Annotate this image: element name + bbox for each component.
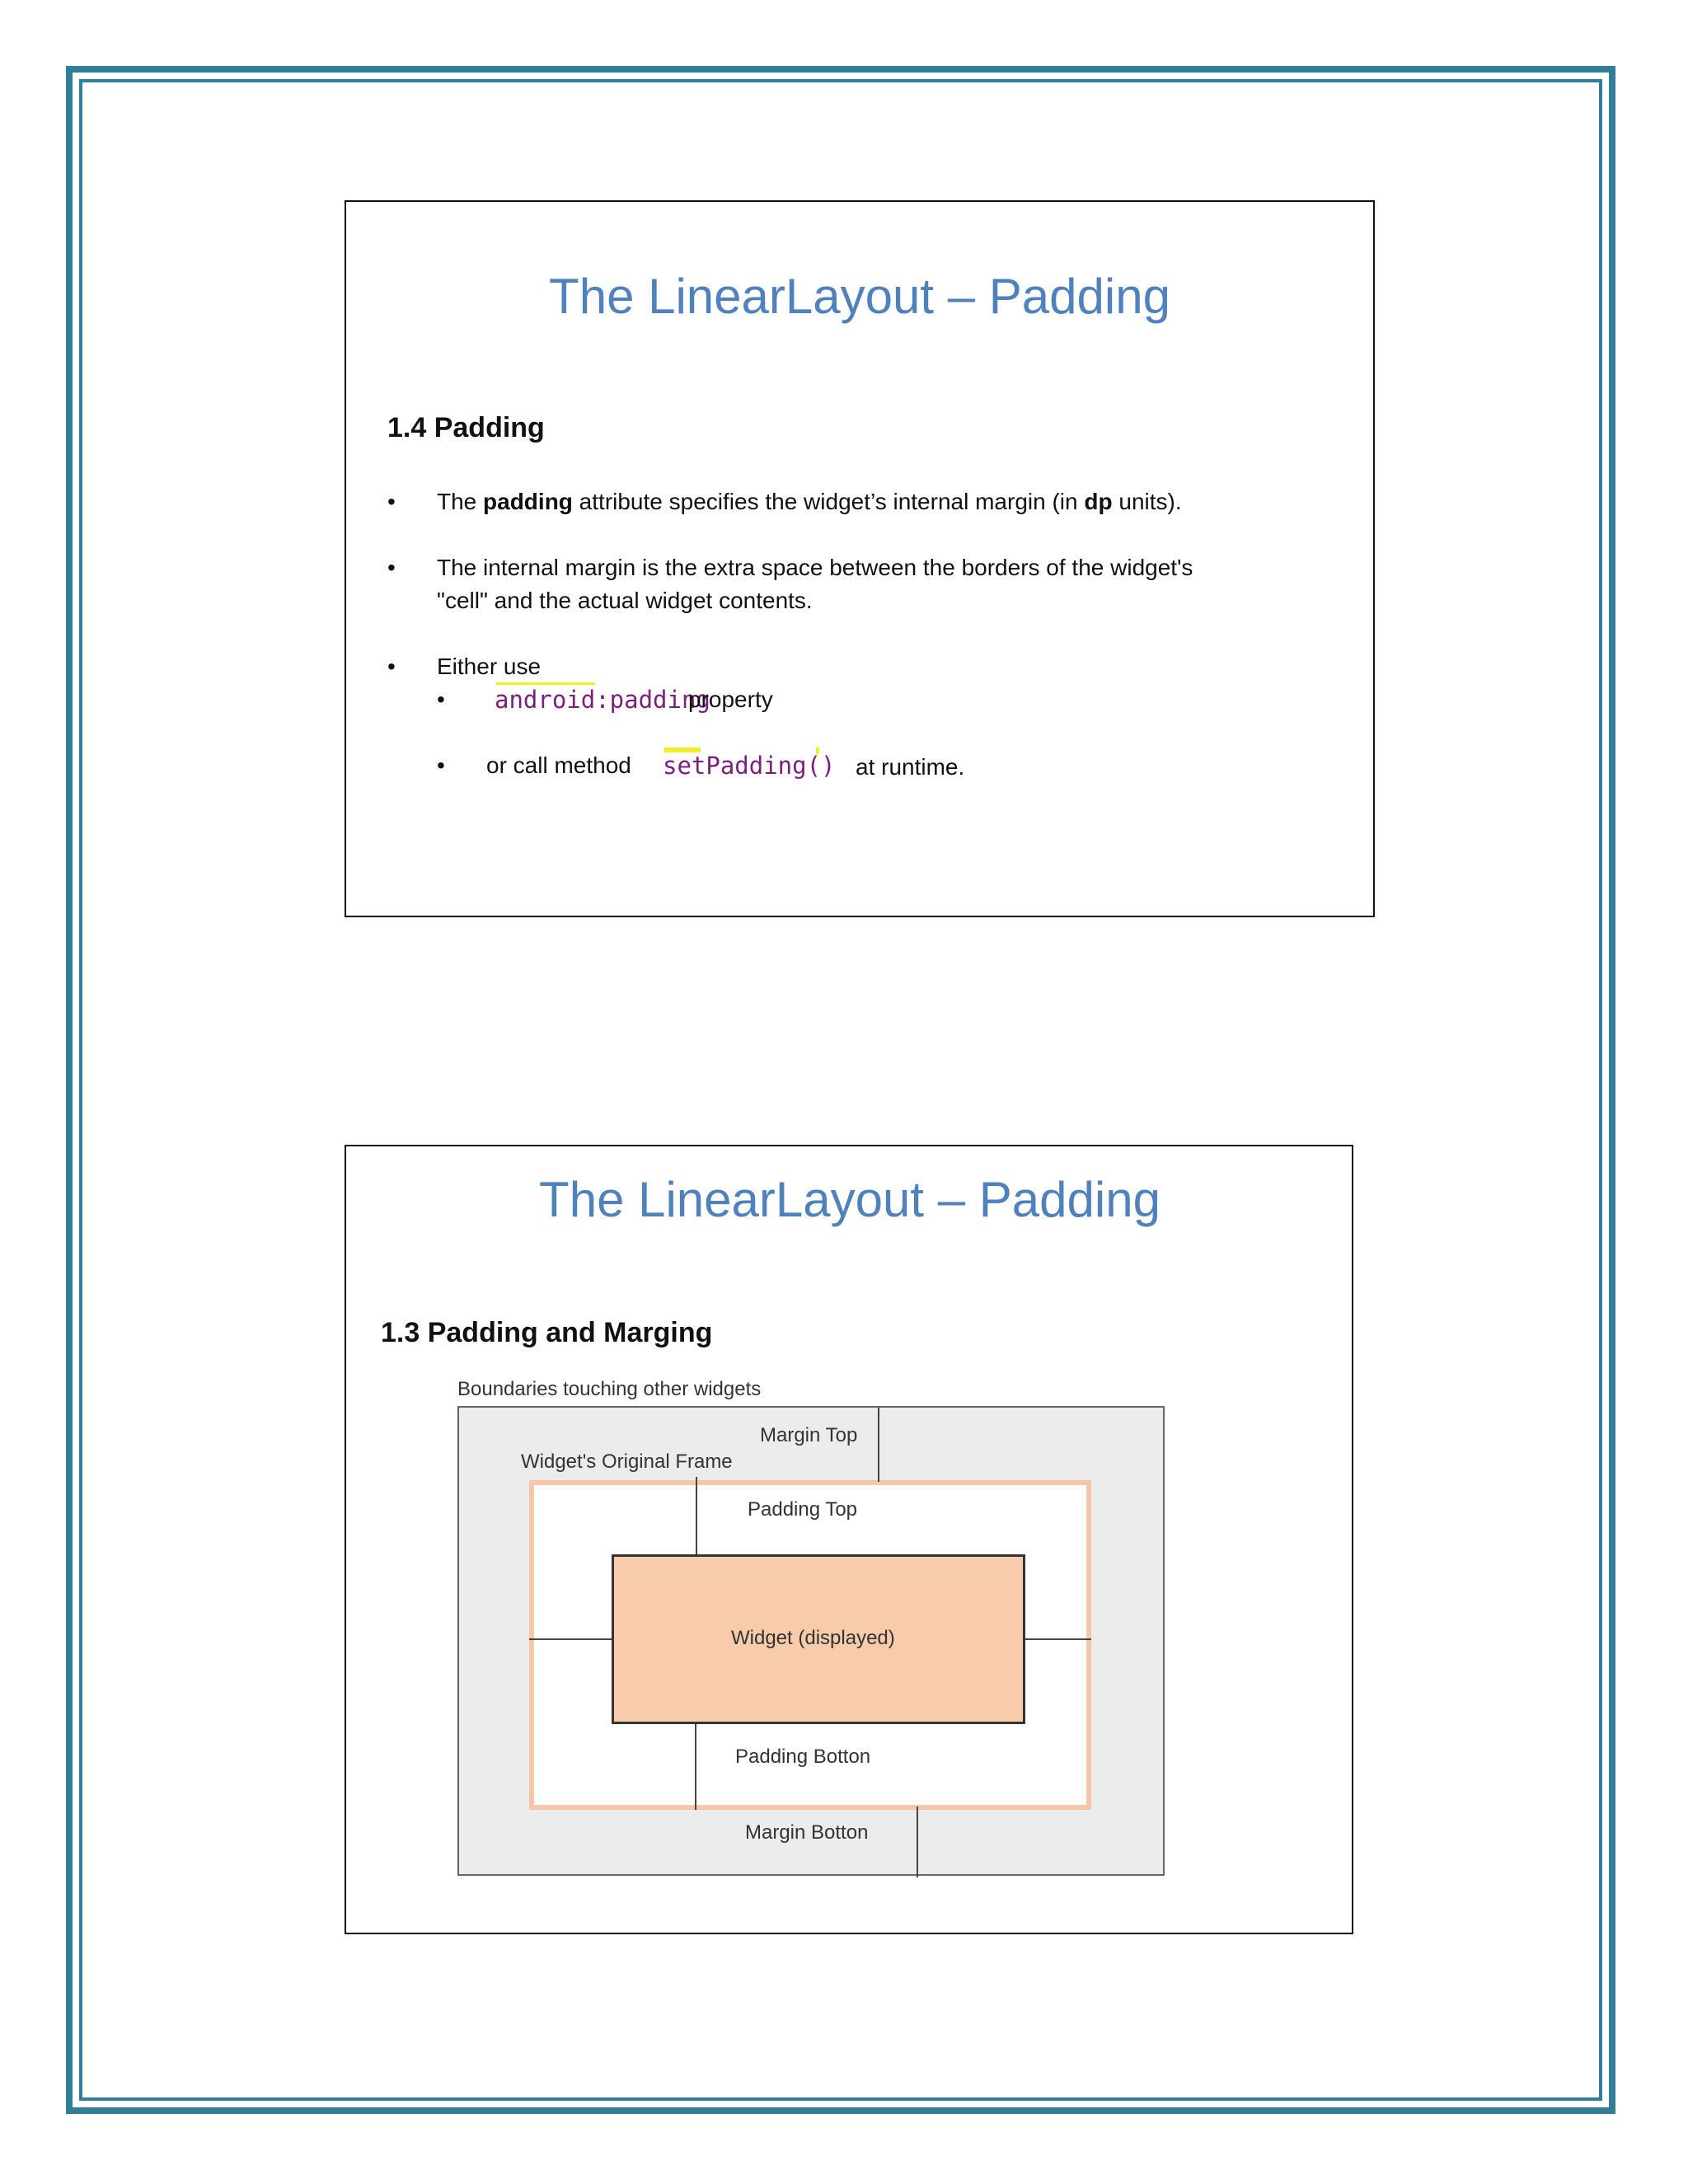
padding-right-arrow: [1025, 1638, 1091, 1640]
section-heading: 1.3 Padding and Marging: [381, 1317, 713, 1348]
margin-bottom-arrow: [917, 1807, 918, 1877]
boundary-box: [457, 1406, 1165, 1876]
label-margin-top: Margin Top: [760, 1424, 858, 1446]
section-heading: 1.4 Padding: [387, 412, 545, 443]
padding-margin-diagram: [457, 1378, 1166, 1868]
code-setpadding: setPadding(): [663, 752, 836, 780]
label-widget: Widget (displayed): [731, 1627, 895, 1649]
bullet-text-line1: The internal margin is the extra space between the borders of the widget's: [437, 555, 1193, 580]
bullet-dot: •: [387, 489, 396, 514]
padding-left-arrow: [529, 1638, 612, 1640]
bullet-dot: •: [437, 752, 445, 778]
sub-bullet-text: or call method: [486, 752, 631, 778]
padding-top-arrow: [696, 1477, 697, 1554]
bullet-dot: •: [387, 555, 396, 580]
slide-padding-margin: [345, 1145, 1353, 1934]
bullet-text: The padding attribute specifies the widget’s internal margin (in dp units).: [437, 489, 1182, 514]
bullet-dot: •: [437, 687, 445, 712]
bullet-dot: •: [387, 654, 396, 679]
slide-title: The LinearLayout – Padding: [539, 1172, 1160, 1227]
sub-bullet-text: at runtime.: [856, 754, 965, 780]
code-android-padding: android:padding: [495, 686, 710, 714]
label-padding-bottom: Padding Botton: [735, 1746, 871, 1768]
padding-bottom-arrow: [695, 1724, 696, 1810]
bullet-text-line2: "cell" and the actual widget contents.: [437, 588, 813, 613]
label-original-frame: Widget's Original Frame: [521, 1451, 733, 1473]
slide-title: The LinearLayout – Padding: [549, 269, 1170, 324]
label-boundaries: Boundaries touching other widgets: [457, 1378, 762, 1400]
margin-top-arrow: [878, 1408, 879, 1482]
label-margin-bottom: Margin Botton: [745, 1821, 869, 1844]
slide-padding: [345, 200, 1375, 917]
label-padding-top: Padding Top: [748, 1498, 858, 1521]
bullet-text: Either use: [437, 654, 542, 679]
sub-bullet-text: property: [688, 687, 773, 712]
